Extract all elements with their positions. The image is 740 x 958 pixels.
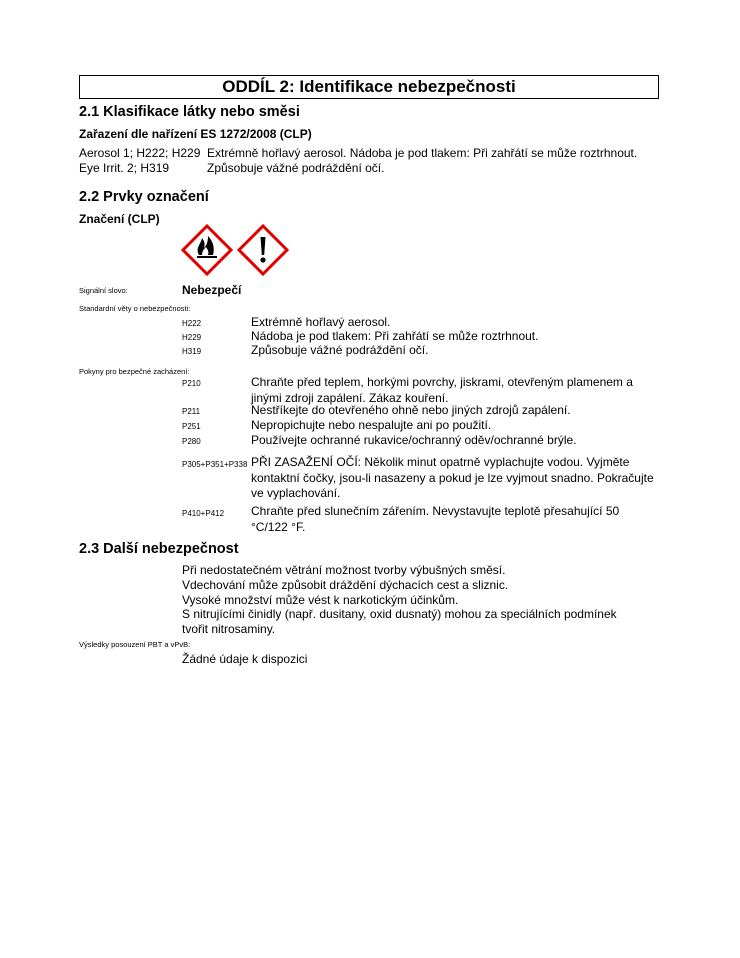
other-hazard-line: Vysoké množství může vést k narkotickým účinkům. [182,593,459,607]
ghs-pictograms [181,224,291,276]
precaution-text: PŘI ZASAŽENÍ OČÍ: Několik minut opatrně vyplachujte vodou. Vyjměte kontaktní čočky, jsou-li nasazeny a pokud je lze vyjmout snadno. Pokračujte ve vyplachování. [251,455,654,500]
pbt-assessment-value: Žádné údaje k dispozici [182,652,308,666]
heading-2-3: 2.3 Další nebezpečnost [79,541,239,557]
classification-text: Způsobuje vážné podráždění očí. [207,161,385,175]
precautionary-statements-label: Pokyny pro bezpečné zacházení: [79,367,190,376]
signal-word-label: Signální slovo: [79,286,128,295]
hazard-code: H222 [182,319,202,328]
classification-text: Extrémně hořlavý aerosol. Nádoba je pod tlakem: Při zahřátí se může roztrhnout. [207,146,638,160]
precaution-text: Nepropichujte nebo nespalujte ani po použití. [251,418,492,432]
precaution-code: P211 [182,407,201,416]
precaution-code: P410+P412 [182,509,225,518]
classification-code: Aerosol 1; H222; H229 [79,146,201,160]
heading-2-2: 2.2 Prvky označení [79,189,209,205]
precaution-text: Používejte ochranné rukavice/ochranný oděv/ochranné brýle. [251,433,577,447]
subheading-clp-classification: Zařazení dle nařízení ES 1272/2008 (CLP) [79,127,312,141]
hazard-code: H229 [182,333,202,342]
other-hazard-line: S nitrujícími činidly (např. dusitany, oxid dusnatý) mohou za speciálních podmínek tvořit nitrosaminy. [182,607,617,636]
precaution-text: Nestříkejte do otevřeného ohně nebo jiných zdrojů zapálení. [251,403,571,417]
hazard-code: H319 [182,347,202,356]
hazard-text: Nádoba je pod tlakem: Při zahřátí se může roztrhnout. [251,329,539,343]
flame-icon [183,226,231,274]
signal-word: Nebezpečí [182,283,242,297]
hazard-statements-label: Standardní věty o nebezpečnosti: [79,304,191,313]
other-hazard-line: Při nedostatečném větrání možnost tvorby výbušných směsí. [182,563,506,577]
precaution-code: P305+P351+P338 [182,460,248,469]
exclamation-mark-icon [239,226,287,274]
hazard-text: Způsobuje vážné podráždění očí. [251,343,429,357]
other-hazard-line: Vdechování může způsobit dráždění dýchacích cest a sliznic. [182,578,509,592]
heading-2-1: 2.1 Klasifikace látky nebo směsi [79,104,300,120]
precaution-text: Chraňte před slunečním zářením. Nevystavujte teplotě přesahující 50 °C/122 °F. [251,504,620,534]
classification-code: Eye Irrit. 2; H319 [79,161,170,175]
pbt-assessment-label: Výsledky posouzení PBT a vPvB: [79,640,191,649]
hazard-text: Extrémně hořlavý aerosol. [251,315,391,329]
precaution-text: Chraňte před teplem, horkými povrchy, jiskrami, otevřeným plamenem a jinými zdroji zapálení. Zákaz kouření. [251,375,633,405]
precaution-code: P210 [182,379,201,388]
precaution-code: P251 [182,422,201,431]
subheading-clp-labelling: Značení (CLP) [79,212,160,226]
precaution-code: P280 [182,437,201,446]
section-title: ODDÍL 2: Identifikace nebezpečnosti [79,75,659,99]
